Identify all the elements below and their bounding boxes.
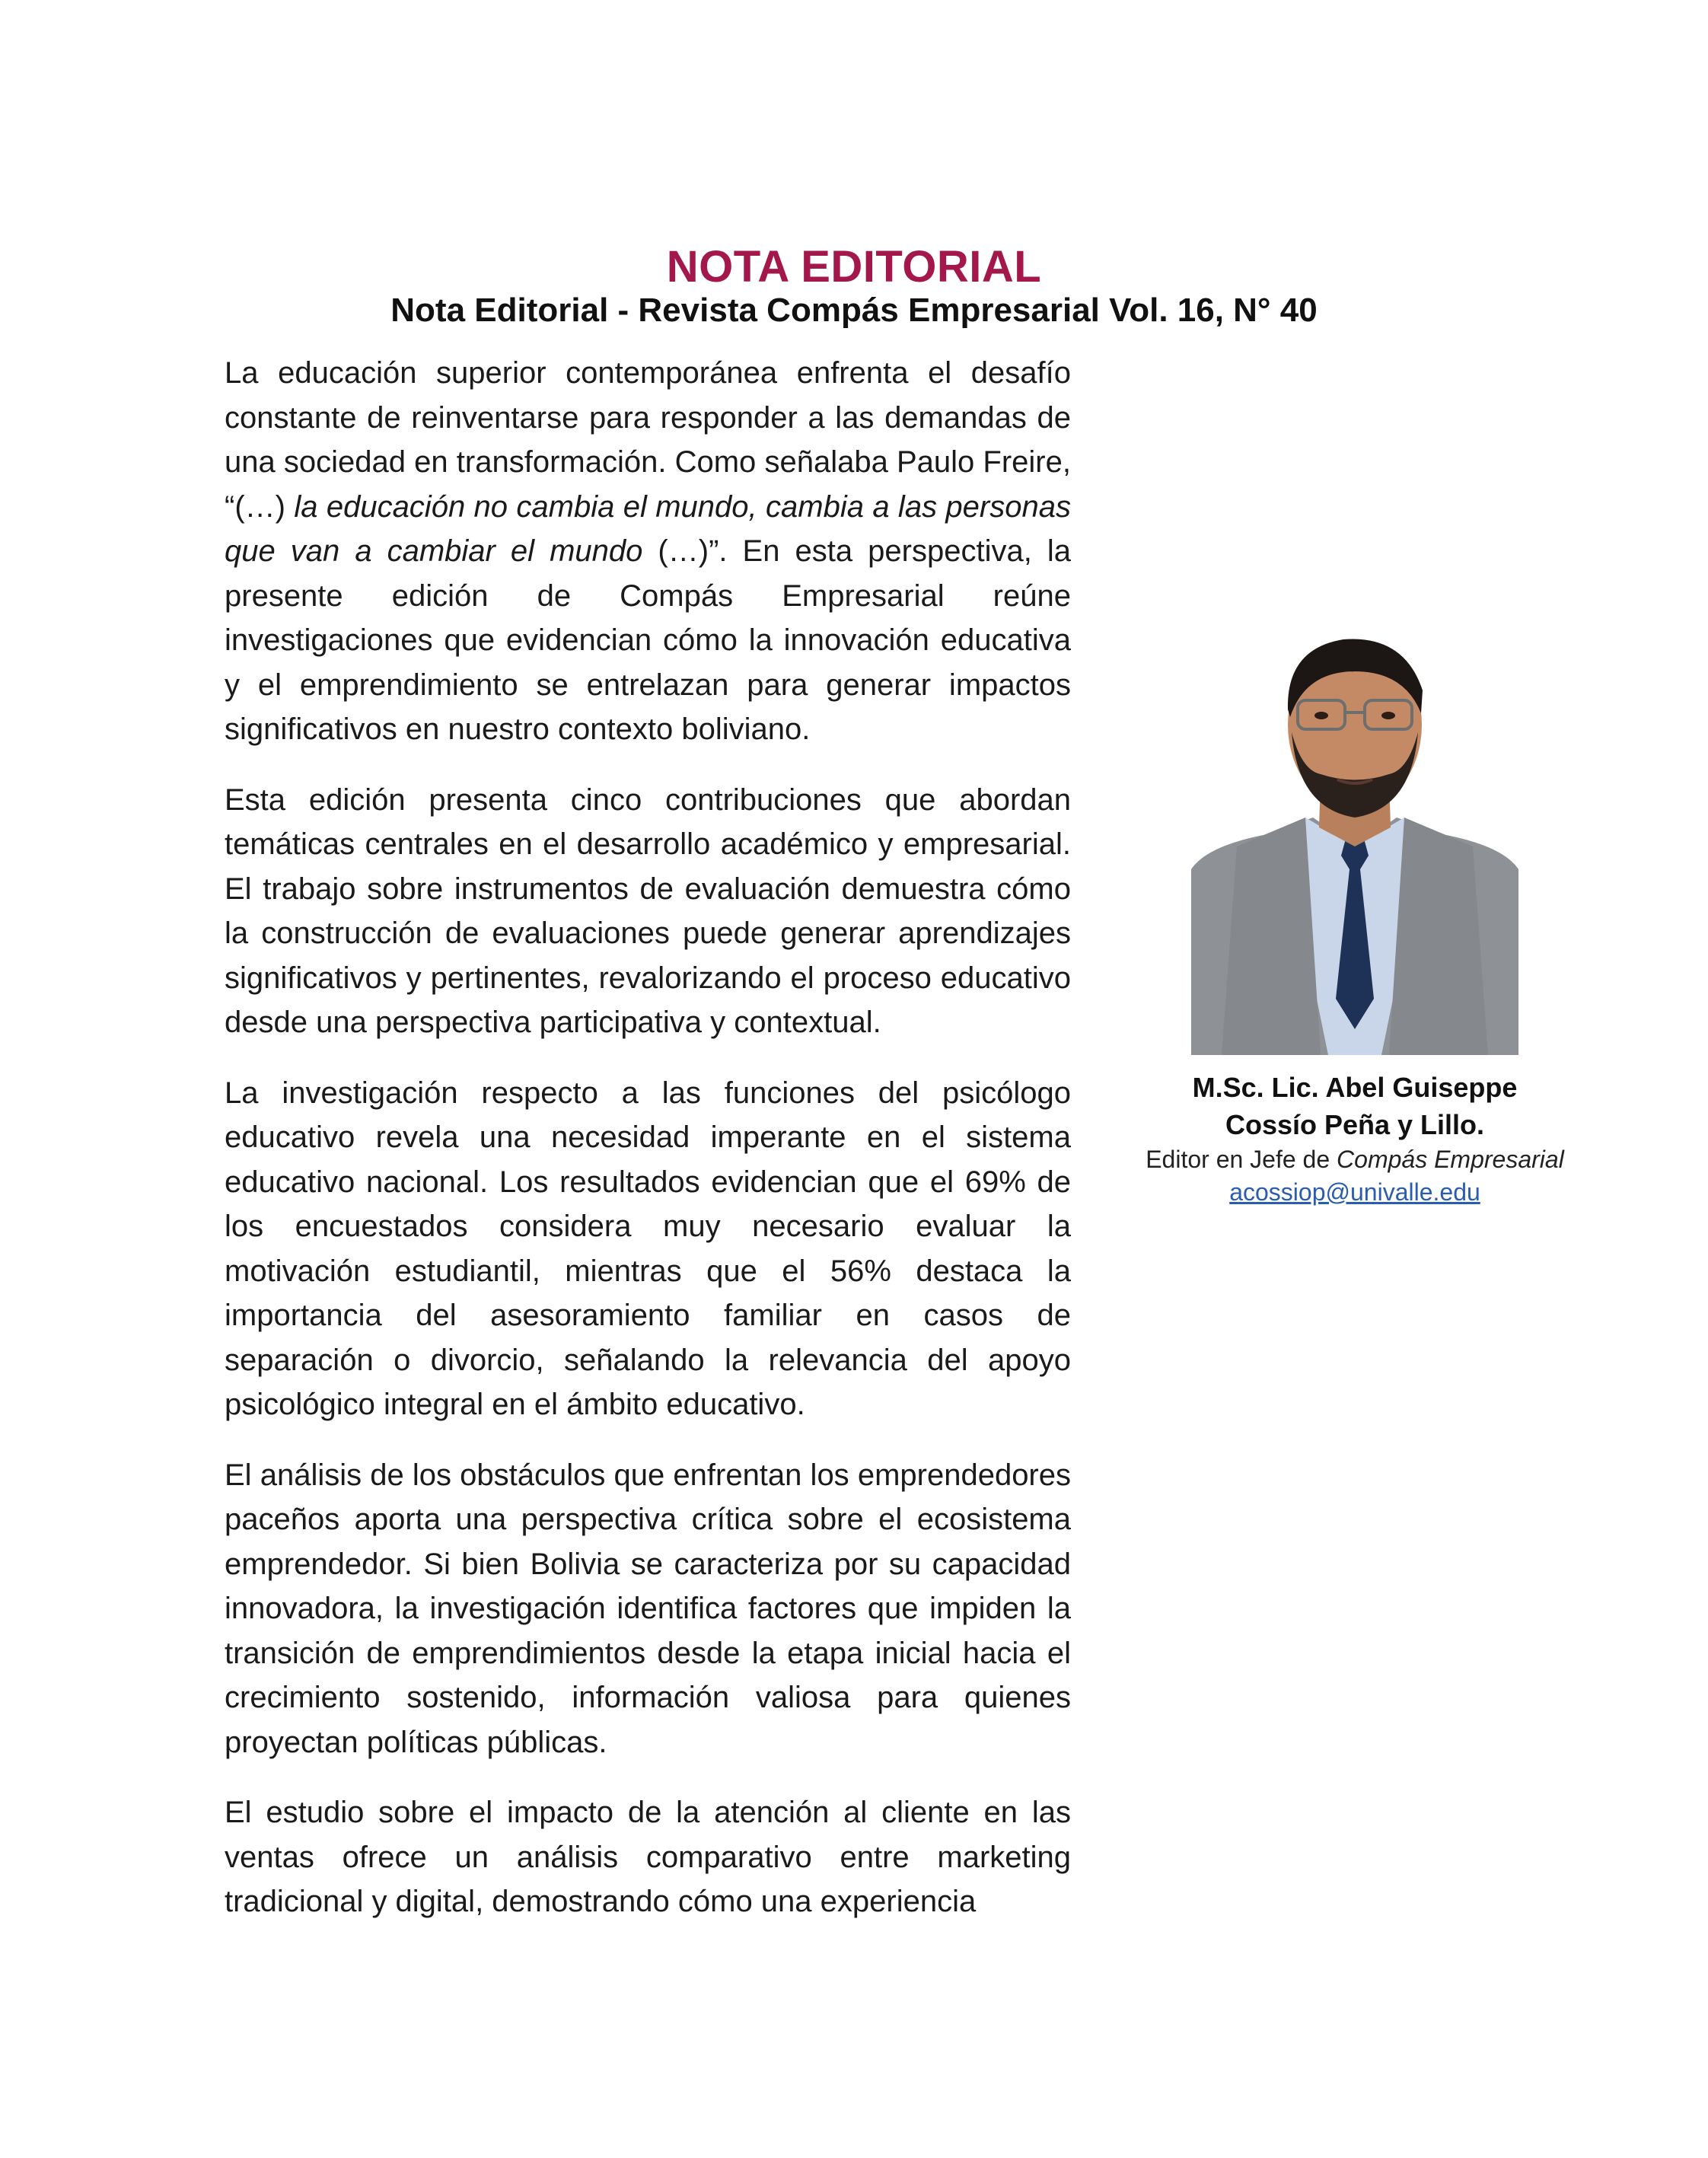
editor-name-line-2: Cossío Peña y Lillo. bbox=[1225, 1109, 1485, 1140]
editor-portrait-photo bbox=[1191, 618, 1518, 1055]
editor-role-prefix: Editor en Jefe de bbox=[1146, 1146, 1337, 1173]
editor-caption bbox=[1146, 1069, 1564, 1209]
portrait-illustration bbox=[1191, 618, 1518, 1055]
paragraph-1-text-a: La educación superior contemporánea enfrenta el desafío constante de reinventarse para responder a las demandas de una sociedad en transformación. Como señalaba Paulo Freire, “(…) bbox=[225, 356, 1071, 524]
page-title: NOTA EDITORIAL bbox=[666, 242, 1042, 292]
editorial-body bbox=[225, 351, 1071, 1950]
paragraph-2: Esta edición presenta cinco contribuciones que abordan temáticas centrales en el desarrollo académico y empresarial. El trabajo sobre instrumentos de evaluación demuestra cómo la construcción de evaluaciones puede generar aprendizajes significativos y pertinentes, revalorizando el proceso educativo desde una perspectiva participativa y contextual. bbox=[225, 783, 1071, 1039]
page-subtitle: Nota Editorial - Revista Compás Empresarial Vol. 16, N° 40 bbox=[390, 292, 1318, 329]
editor-role-journal: Compás Empresarial bbox=[1337, 1146, 1564, 1173]
paragraph-1 bbox=[225, 351, 1071, 752]
editor-role bbox=[1146, 1143, 1564, 1175]
freire-quote: la educación no cambia el mundo, cambia a las personas que van a cambiar el mundo bbox=[225, 489, 1071, 568]
paragraph-1-text-b: (…)”. En esta perspectiva, la presente edición de Compás Empresarial reúne investigaciones que evidencian cómo la innovación educativa y el emprendimiento se entrelazan para generar impactos significativos en nuestro contexto boliviano. bbox=[225, 534, 1072, 746]
paragraph-5: El estudio sobre el impacto de la atención al cliente en las ventas ofrece un análisis comparativo entre marketing tradicional y digital, demostrando cómo una experiencia bbox=[225, 1796, 1071, 1918]
editor-name-line-1: M.Sc. Lic. Abel Guiseppe bbox=[1192, 1072, 1518, 1103]
paragraph-4: El análisis de los obstáculos que enfrentan los emprendedores paceños aporta una perspectiva crítica sobre el ecosistema emprendedor. Si bien Bolivia se caracteriza por su capacidad innovadora, la investigación identifica factores que impiden la transición de emprendimientos desde la etapa inicial hacia el crecimiento sostenido, información valiosa para quienes proyectan políticas públicas. bbox=[225, 1458, 1071, 1759]
editor-sidebar bbox=[1191, 618, 1518, 1055]
editor-email-link[interactable]: acossiop@univalle.edu bbox=[1229, 1178, 1480, 1206]
paragraph-3: La investigación respecto a las funciones del psicólogo educativo revela una necesidad imperante en el sistema educativo nacional. Los resultados evidencian que el 69% de los encuestados considera muy necesario evaluar la motivación estudiantil, mientras que el 56% destaca la importancia del asesoramiento familiar en casos de separación o divorcio, señalando la relevancia del apoyo psicológico integral en el ámbito educativo. bbox=[225, 1076, 1071, 1421]
